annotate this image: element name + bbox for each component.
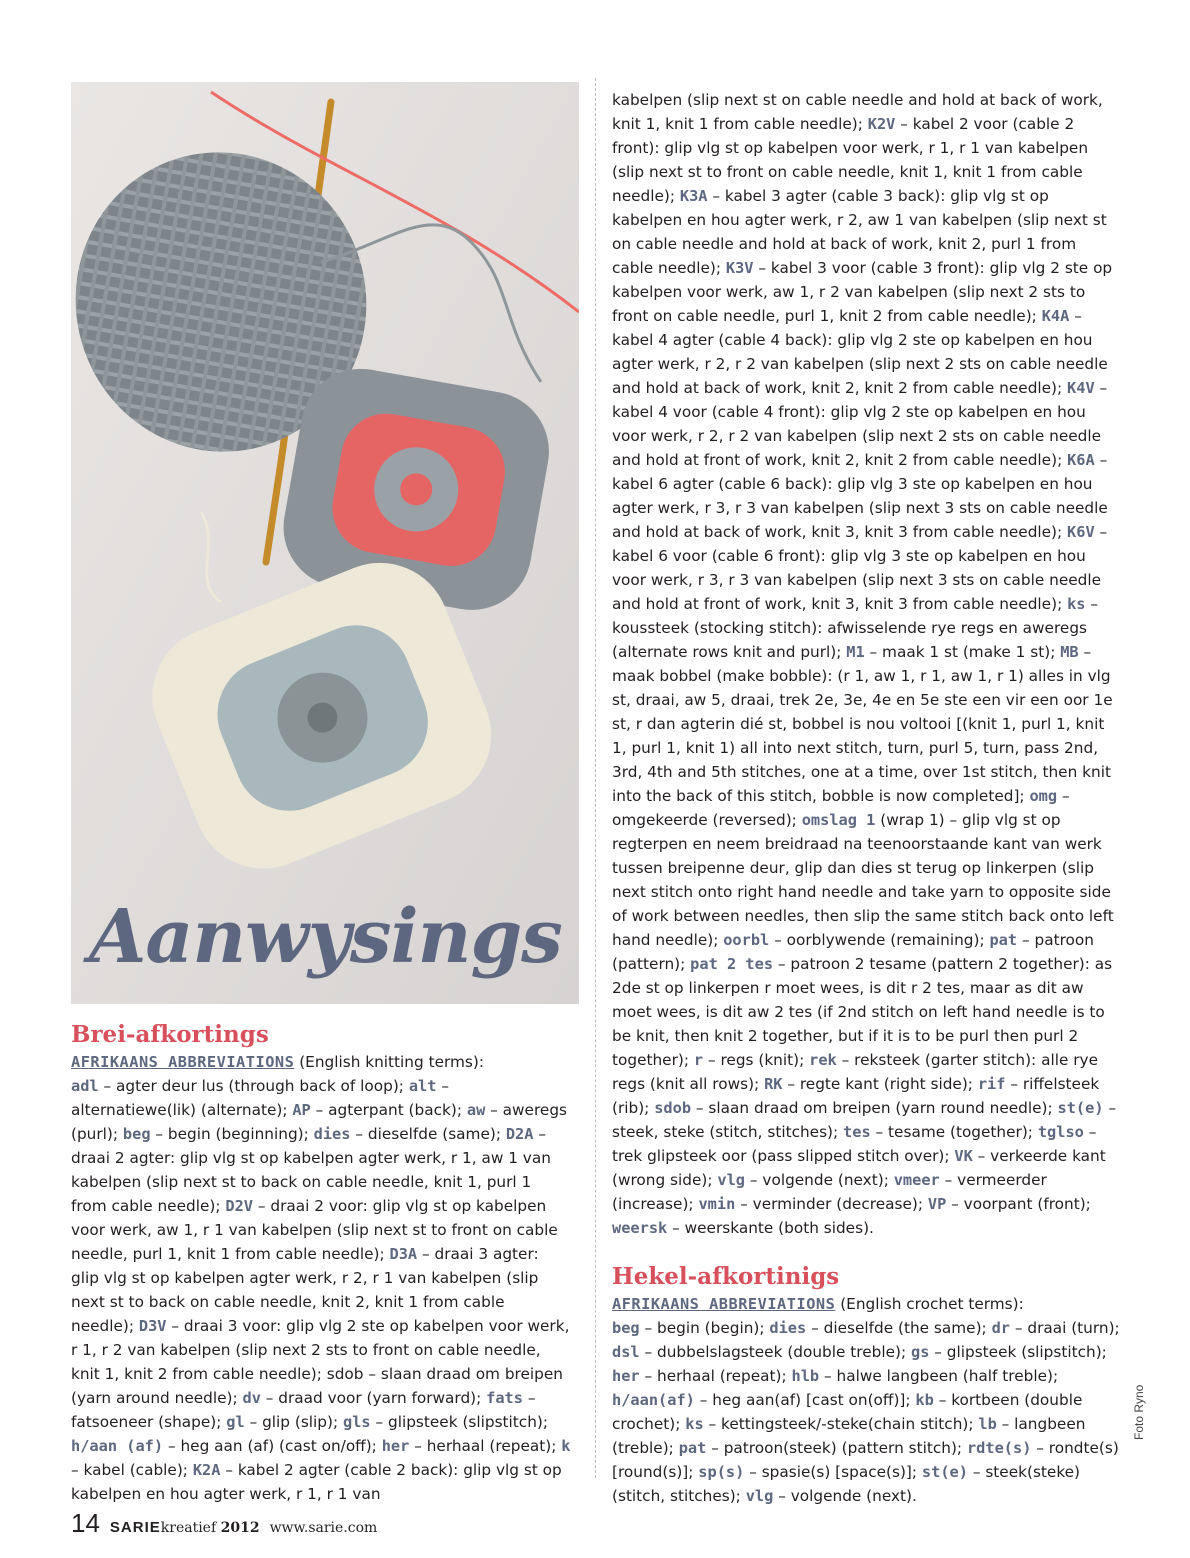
abbreviation-term: D2A [505, 1125, 534, 1143]
magazine-brand: SARIE [109, 1519, 161, 1536]
abbreviation-definition: – regs (knit); [703, 1051, 810, 1069]
abbreviation-definition: – aweregs (purl); [71, 1101, 568, 1143]
abbreviation-term: sp(s) [698, 1463, 745, 1481]
abbreviation-term: rif [977, 1075, 1006, 1093]
abbreviation-term: weersk [612, 1219, 668, 1237]
abbreviation-definition: – spasie(s) [space(s)]; [744, 1463, 922, 1481]
abbreviation-term: pat [678, 1439, 707, 1457]
abbreviation-definition: – kortbeen (double crochet); [612, 1391, 1083, 1433]
brei-section [71, 1020, 571, 1506]
page-footer [71, 1508, 377, 1539]
abbreviation-definition: – verminder (decrease); [735, 1195, 928, 1213]
abbreviation-definition: – kabel 6 voor (cable 6 front): glip vlg 3 ste op kabelpen en hou voor werk, r 3, r 3 van kabelpen (slip next 3 sts on cable needle and hold at front of work, knit 3, knit 3 from cable needle); [612, 523, 1108, 613]
abbreviation-definition: – maak 1 st (make 1 st); [864, 643, 1061, 661]
abbreviation-definition: – steek(steke) (stitch, stitches); [612, 1463, 1081, 1505]
abbreviation-term: alt [408, 1077, 437, 1095]
abbreviation-term: beg [122, 1125, 151, 1143]
abbreviation-definition: – draad voor (yarn forward); [260, 1389, 487, 1407]
abbreviation-term: h/aan(af) [612, 1391, 695, 1409]
abbreviation-term: omslag 1 [801, 811, 876, 829]
abbreviation-definition: – draai (turn); [1009, 1319, 1120, 1337]
abbreviation-term: k [561, 1437, 571, 1455]
abbreviation-term: st(e) [1057, 1099, 1104, 1117]
hekel-subheading-rest: (English crochet terms): [835, 1295, 1024, 1313]
abbreviation-term: vlg [745, 1487, 774, 1505]
abbreviation-term: dv [242, 1389, 261, 1407]
abbreviation-definition: kabelpen (slip next st on cable needle and hold at back of work, knit 1, knit 1 from cable needle); [612, 91, 1103, 133]
abbreviation-term: vlg [717, 1171, 746, 1189]
abbreviation-term: VP [927, 1195, 947, 1213]
photo-credit: Foto Ryno [1132, 1384, 1146, 1440]
abbreviation-definition: – langbeen (treble); [612, 1415, 1086, 1457]
abbreviation-definition: – kabel 3 voor (cable 3 front): glip vlg 2 ste op kabelpen voor werk, aw 1, r 2 van kabelpen (slip next 2 sts to front on cable needle, purl 1, knit 2 from cable needle); [612, 259, 1113, 325]
abbreviation-term: her [612, 1367, 640, 1385]
abbreviation-term: tes [843, 1123, 871, 1141]
hekel-text [612, 1292, 1122, 1508]
abbreviation-definition: – kabel 4 agter (cable 4 back): glip vlg 2 ste op kabelpen en hou agter werk, r 2, r 2 van kabelpen (slip next 2 sts on cable needle and hold at back of work, knit 2, knit 2 from cable needle); [612, 307, 1108, 397]
abbreviation-term: vmeer [893, 1171, 940, 1189]
abbreviation-definition: – agterpant (back); [310, 1101, 467, 1119]
abbreviation-definition: – dieselfde (same); [350, 1125, 506, 1143]
hekel-subheading: AFRIKAANS ABBREVIATIONS [612, 1295, 836, 1313]
abbreviation-term: dies [313, 1125, 351, 1143]
abbreviation-definition: – agter deur lus (through back of loop); [98, 1077, 409, 1095]
abbreviation-definition: – tesame (together); [870, 1123, 1038, 1141]
abbreviation-term: rek [809, 1051, 837, 1069]
abbreviation-definition: – verkeerde kant (wrong side); [612, 1147, 1106, 1189]
abbreviation-definition: (wrap 1) – glip vlg st op regterpen en neem breidraad na teenoorstaande kant van werk tussen breipenne deur, glip dan dies st terug op linkerpen (slip next stitch onto right hand needle and take yarn to opposite side of work between needles, then slip the same stitch back onto left hand needle); [612, 811, 1114, 949]
abbreviation-definition: – vermeerder (increase); [612, 1171, 1047, 1213]
abbreviation-definition: – begin (begin); [639, 1319, 770, 1337]
abbreviation-term: D3V [138, 1317, 167, 1335]
abbreviation-definition: – riffelsteek (rib); [612, 1075, 1100, 1117]
abbreviation-definition: – dieselfde (the same); [806, 1319, 992, 1337]
abbreviation-definition: – draai 2 voor: glip vlg st op kabelpen voor werk, aw 1, r 1 van kabelpen (slip next st to front on cable needle, purl 1, knit 1 from cable needle); [71, 1197, 558, 1263]
abbreviation-term: K2A [192, 1461, 221, 1479]
abbreviation-definition: – patroon 2 tesame (pattern 2 together): as 2de st op linkerpen r moet wees, is dit r 2 tes, maar as dit aw moet wees, is dit aw 2 tes (if 2nd stitch on left hand needle is to be knit, then knit 2 together, but if it is to be purl then purl 2 together); [612, 955, 1113, 1069]
abbreviation-definition: – kabel 2 voor (cable 2 front): glip vlg st op kabelpen voor werk, r 1, r 1 van kabelpen (slip next st to front on cable needle, knit 1, knit 1 from cable needle); [612, 115, 1089, 205]
abbreviation-term: dsl [612, 1343, 640, 1361]
brei-text [71, 1050, 571, 1506]
abbreviation-term: VK [954, 1147, 973, 1165]
abbreviation-term: oorbl [723, 931, 770, 949]
abbreviation-term: K2V [867, 115, 896, 133]
abbreviation-term: hlb [791, 1367, 820, 1385]
abbreviation-definition: – herhaal (repeat); [639, 1367, 792, 1385]
abbreviation-definition: – kettingsteek/-steke(chain stitch); [703, 1415, 979, 1433]
crochet-photo-illustration [71, 82, 579, 1004]
abbreviation-definition: – regte kant (right side); [782, 1075, 978, 1093]
abbreviation-term: K3V [725, 259, 754, 277]
abbreviation-definition: – oorblywende (remaining); [769, 931, 990, 949]
abbreviation-term: h/aan (af) [71, 1437, 164, 1455]
brei-entries [71, 1074, 571, 1506]
abbreviation-term: vmin [698, 1195, 736, 1213]
abbreviation-term: beg [612, 1319, 640, 1337]
abbreviation-definition: – kabel (cable); [71, 1461, 193, 1479]
page-title: Aanwysings [89, 894, 562, 980]
abbreviation-term: pat 2 tes [690, 955, 774, 973]
brei-entries-continued [612, 88, 1122, 1240]
abbreviation-definition: – alternatiewe(lik) (alternate); [71, 1077, 449, 1119]
magazine-brand-sub: kreatief [160, 1520, 217, 1536]
abbreviation-definition: – omgekeerde (reversed); [612, 787, 1070, 829]
abbreviation-definition: – herhaal (repeat); [409, 1437, 562, 1455]
abbreviation-definition: – patroon(steek) (pattern stitch); [706, 1439, 967, 1457]
abbreviation-term: ks [685, 1415, 704, 1433]
abbreviation-term: gls [343, 1413, 371, 1431]
abbreviation-definition: – patroon (pattern); [612, 931, 1094, 973]
abbreviation-term: dr [991, 1319, 1010, 1337]
hero-photo [71, 82, 579, 1004]
abbreviation-definition: – draai 3 voor: glip vlg 2 ste op kabelpen voor werk, r 1, r 2 van kabelpen (slip next 2 sts to front on cable needle, knit 1, knit 2 from cable needle); sdob – slaan draad om breipen (yarn around needle); [71, 1317, 570, 1407]
brei-subheading-rest: (English knitting terms): [294, 1053, 484, 1071]
abbreviation-term: K4A [1041, 307, 1070, 325]
abbreviation-term: fats [486, 1389, 523, 1407]
abbreviation-term: r [693, 1051, 704, 1069]
abbreviation-definition: – glipsteek (slipstitch); [929, 1343, 1107, 1361]
abbreviation-definition: – fatsoeneer (shape); [71, 1389, 536, 1431]
website-url: www.sarie.com [269, 1520, 378, 1536]
abbreviation-definition: – glip (slip); [244, 1413, 343, 1431]
abbreviation-term: ks [1067, 595, 1086, 613]
abbreviation-definition: – maak bobbel (make bobble): (r 1, aw 1, r 1, aw 1, r 1) alles in vlg st, draai, aw 5, draai, trek 2e, 3e, 4e en 5e ste een vir een oor 1e st, r dan agterin dié st, bobbel is nou voltooi [(knit 1, purl 1, knit 1, purl 1, knit 1) all into next stitch, turn, purl 5, turn, pass 2nd, 3rd, 4th and 5th stitches, one at a time, over 1st stitch, then knit into the back of this stitch, bobble is now completed]; [612, 643, 1113, 805]
abbreviation-definition: – heg aan (af) (cast on/off); [163, 1437, 382, 1455]
abbreviation-term: D2V [225, 1197, 253, 1215]
abbreviation-term: rdte(s) [966, 1439, 1032, 1457]
abbreviation-definition: – kabel 2 agter (cable 2 back): glip vlg st op kabelpen en hou agter werk, r 1, r 1 van [71, 1461, 562, 1503]
abbreviation-term: pat [989, 931, 1018, 949]
abbreviation-definition: – volgende (next); [745, 1171, 894, 1189]
abbreviation-definition: – rondte(s) [round(s)]; [612, 1439, 1119, 1481]
page-number: 14 [71, 1508, 100, 1538]
abbreviation-definition: – steek, steke (stitch, stitches); [612, 1099, 1117, 1141]
abbreviation-term: aw [466, 1101, 486, 1119]
abbreviation-definition: – kabel 4 voor (cable 4 front): glip vlg 2 ste op kabelpen en hou voor werk, r 2, r 2 van kabelpen (slip next 2 sts on cable needle and hold at front of work, knit 2, knit 2 from cable needle); [612, 379, 1108, 469]
abbreviation-definition: – koussteek (stocking stitch): afwisselende rye regs en aweregs (alternate rows knit and purl); [612, 595, 1099, 661]
abbreviation-term: kb [915, 1391, 934, 1409]
abbreviation-definition: – volgende (next). [773, 1487, 917, 1505]
abbreviation-definition: – begin (beginning); [150, 1125, 314, 1143]
abbreviation-definition: – halwe langbeen (half treble); [819, 1367, 1059, 1385]
abbreviation-definition: – heg aan(af) [cast on(off)]; [694, 1391, 916, 1409]
abbreviation-term: dies [769, 1319, 807, 1337]
column-divider [595, 78, 596, 1478]
abbreviation-definition: – voorpant (front); [946, 1195, 1091, 1213]
abbreviation-term: D3A [389, 1245, 418, 1263]
abbreviation-term: sdob [654, 1099, 692, 1117]
abbreviation-definition: – slaan draad om breipen (yarn round needle); [691, 1099, 1058, 1117]
abbreviation-definition: – draai 3 agter: glip vlg st op kabelpen agter werk, r 2, r 1 van kabelpen (slip next st to back on cable needle, knit 2, knit 1 from cable needle); [71, 1245, 539, 1335]
abbreviation-term: gl [226, 1413, 245, 1431]
hekel-entries [612, 1316, 1122, 1508]
abbreviation-term: RK [764, 1075, 783, 1093]
abbreviation-term: K6V [1067, 523, 1095, 541]
abbreviation-definition: – reksteek (garter stitch): alle rye regs (knit all rows); [612, 1051, 1098, 1093]
abbreviation-term: K6A [1067, 451, 1095, 469]
abbreviation-term: M1 [846, 643, 865, 661]
abbreviation-definition: – weerskante (both sides). [667, 1219, 874, 1237]
abbreviation-term: K3A [679, 187, 708, 205]
abbreviation-term: adl [71, 1077, 99, 1095]
abbreviation-term: her [381, 1437, 410, 1455]
abbreviation-definition: – glipsteek (slipstitch); [370, 1413, 549, 1431]
issue-year: 2012 [220, 1520, 260, 1536]
abbreviation-definition: – trek glipsteek oor (pass slipped stitch over); [612, 1123, 1097, 1165]
abbreviation-definition: – dubbelslagsteek (double treble); [639, 1343, 911, 1361]
brei-continued [612, 88, 1122, 1508]
abbreviation-term: st(e) [921, 1463, 968, 1481]
abbreviation-term: omg [1029, 787, 1058, 805]
abbreviation-definition: – kabel 6 agter (cable 6 back): glip vlg 3 ste op kabelpen en hou agter werk, r 3, r 3 van kabelpen (slip next 3 sts on cable needle and hold at back of work, knit 3, knit 3 from cable needle); [612, 451, 1108, 541]
abbreviation-term: tglso [1037, 1123, 1084, 1141]
brei-subheading: AFRIKAANS ABBREVIATIONS [71, 1053, 295, 1071]
abbreviation-term: lb [978, 1415, 997, 1433]
hekel-heading: Hekel-afkortinigs [612, 1263, 840, 1290]
brei-heading: Brei-afkortings [71, 1021, 269, 1048]
abbreviation-term: gs [911, 1343, 930, 1361]
abbreviation-definition: – draai 2 agter: glip vlg st op kabelpen agter werk, r 1, aw 1 van kabelpen (slip next st to back on cable needle, knit 1, purl 1 from cable needle); [71, 1125, 551, 1215]
abbreviation-term: MB [1060, 643, 1079, 661]
abbreviation-definition: – kabel 3 agter (cable 3 back): glip vlg st op kabelpen en hou agter werk, r 2, aw 1 van kabelpen (slip next st on cable needle and hold at back of work, knit 2, purl 1 from cable needle); [612, 187, 1107, 277]
abbreviation-term: AP [292, 1101, 311, 1119]
abbreviation-term: K4V [1067, 379, 1095, 397]
